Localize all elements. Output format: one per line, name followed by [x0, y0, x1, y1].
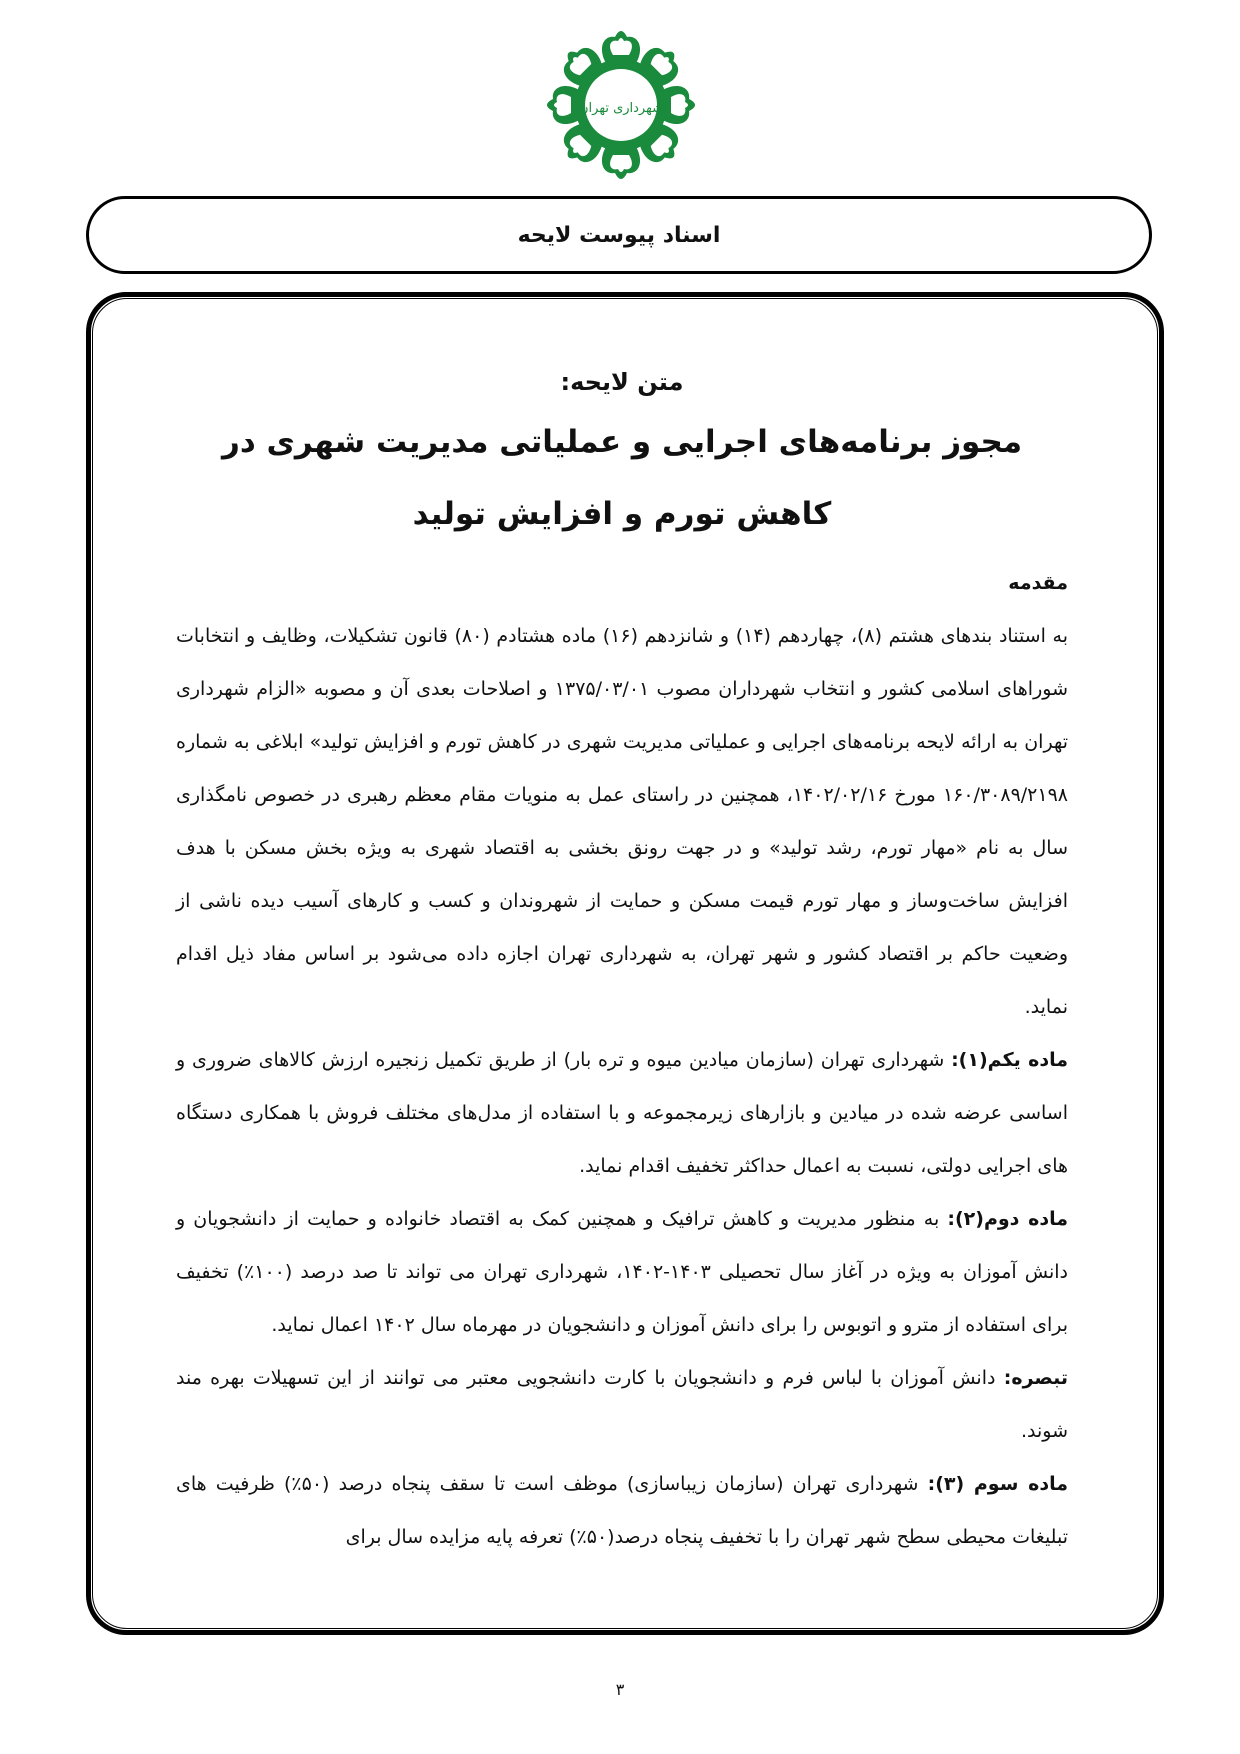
header-box	[86, 196, 1152, 274]
document-subtitle: متن لایحه:	[560, 368, 684, 396]
logo-emblem-icon	[546, 30, 696, 180]
note-label: تبصره:	[1003, 1367, 1068, 1389]
tehran-municipality-logo	[546, 30, 696, 180]
document-title: مجوز برنامه‌های اجرایی و عملیاتی مدیریت شهری در کاهش تورم و افزایش تولید	[221, 424, 1023, 532]
intro-heading: مقدمه	[1008, 572, 1068, 594]
article-3	[176, 1458, 1068, 1564]
note	[176, 1352, 1068, 1458]
article-2-text: به منظور مدیریت و کاهش ترافیک و همچنین کمک به اقتصاد خانواده و حمایت از دانشجویان و دانش آموزان به ویژه در آغاز سال تحصیلی ۱۴۰۳-۱۴۰۲، شهرداری تهران می تواند تا صد درصد (۱۰۰٪) تخفیف برای استفاده از مترو و اتوبوس را برای دانش آموزان و دانشجویان در مهرماه سال ۱۴۰۲ اعمال نماید.	[176, 1208, 1068, 1336]
header-title: اسناد پیوست لایحه	[517, 222, 721, 248]
intro-paragraph: به استناد بندهای هشتم (۸)، چهاردهم (۱۴) و شانزدهم (۱۶) ماده هشتادم (۸۰) قانون تشکیلات، وظایف و انتخابات شوراهای اسلامی کشور و انتخاب شهرداران مصوب ۱۳۷۵/۰۳/۰۱ و اصلاحات بعدی آن و مصوبه «الزام شهرداری تهران به ارائه لایحه برنامه‌های اجرایی و عملیاتی مدیریت شهری در کاهش تورم و افزایش تولید» ابلاغی به شماره ۱۶۰/۳۰۸۹/۲۱۹۸ مورخ ۱۴۰۲/۰۲/۱۶، همچنین در راستای عمل به منویات مقام معظم رهبری در خصوص نامگذاری سال به نام «مهار تورم، رشد تولید» و در جهت رونق بخشی به اقتصاد شهری به ویژه بخش مسکن با هدف افزایش ساخت‌وساز و مهار تورم قیمت مسکن و حمایت از شهروندان و کسب و کارهای آسیب دیده ناشی از وضعیت حاکم بر اقتصاد کشور و شهر تهران، به شهرداری تهران اجازه داده می‌شود بر اساس مفاد ذیل اقدام نماید.	[176, 625, 1069, 1018]
logo-text: شهرداری تهران	[579, 101, 663, 116]
article-1-label: ماده یکم(۱):	[951, 1049, 1068, 1071]
article-1-text: شهرداری تهران (سازمان میادین میوه و تره بار) از طریق تکمیل زنجیره ارزش کالاهای ضروری و اساسی عرضه شده در میادین و بازارهای زیرمجموعه و با استفاده از مدل‌های مختلف فروش با همکاری دستگاه های اجرایی دولتی، نسبت به اعمال حداکثر تخفیف اقدام نماید.	[176, 1049, 1068, 1177]
article-2	[176, 1193, 1068, 1352]
article-1	[176, 1034, 1068, 1193]
article-3-label: ماده سوم (۳):	[927, 1473, 1068, 1495]
article-3-text: شهرداری تهران (سازمان زیباسازی) موظف است تا سقف پنجاه درصد (۵۰٪) ظرفیت های تبلیغات محیطی سطح شهر تهران را با تخفیف پنجاه درصد(۵۰٪) تعرفه پایه مزایده سال برای	[176, 1473, 1068, 1548]
article-2-label: ماده دوم(۲):	[947, 1208, 1068, 1230]
document-content	[176, 352, 1068, 1564]
note-text: دانش آموزان با لباس فرم و دانشجویان با کارت دانشجویی معتبر می توانند از این تسهیلات بهره مند شوند.	[176, 1367, 1068, 1442]
page-number: ۳	[615, 1680, 625, 1699]
